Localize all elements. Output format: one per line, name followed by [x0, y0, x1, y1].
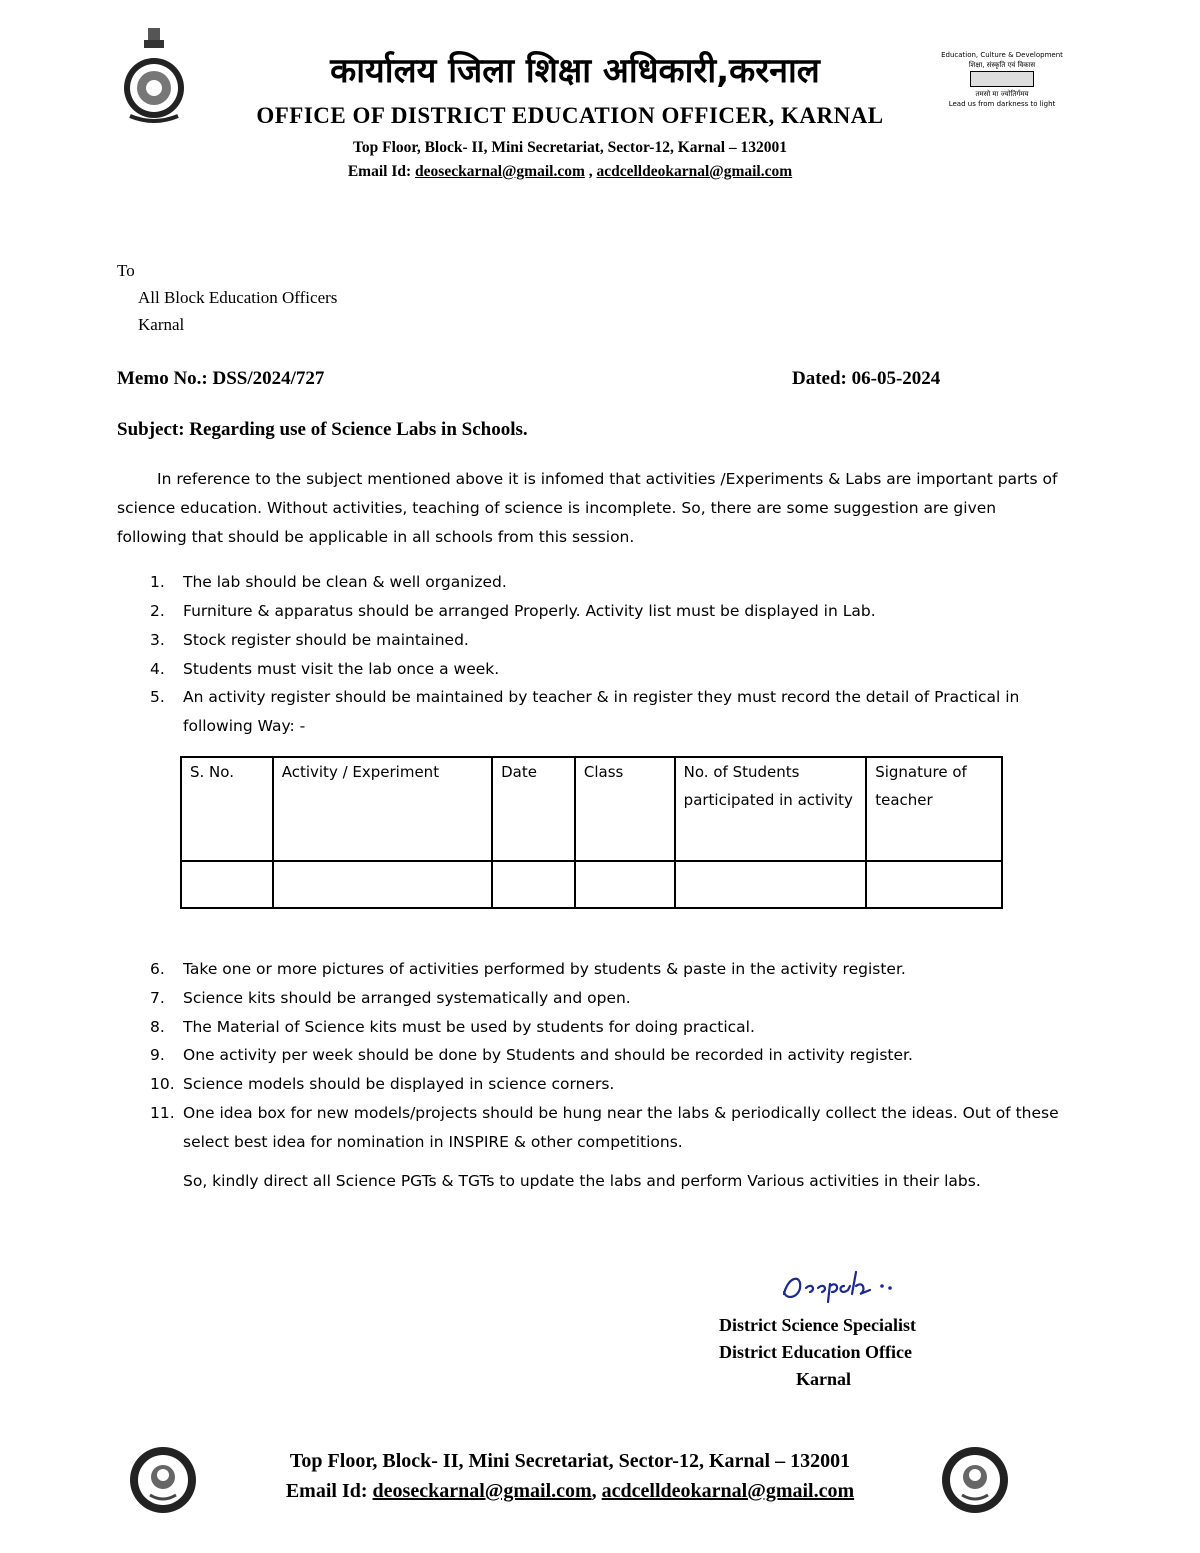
- footer-email-link-1[interactable]: deoseckarnal@gmail.com: [372, 1480, 592, 1502]
- subject-line: Subject: Regarding use of Science Labs in Schools.: [117, 419, 528, 440]
- table-header-cell: Class: [575, 757, 675, 861]
- side-logo-line-3: तमसो मा ज्योतिर्गमय: [975, 90, 1029, 98]
- table-header-cell: Signature of teacher: [866, 757, 1002, 861]
- list-item-text: An activity register should be maintained by teacher & in register they must record the detail of Practical in following Way: -: [183, 688, 1020, 735]
- list-item-text: Students must visit the lab once a week.: [183, 660, 500, 678]
- side-logo-line-1: Education, Culture & Development: [941, 51, 1063, 59]
- footer-email-line: [200, 1480, 940, 1503]
- list-item-number: 1.: [150, 573, 165, 591]
- header-email-line: [200, 163, 940, 181]
- list-item-number: 11.: [150, 1104, 175, 1122]
- list-item-text: The Material of Science kits must be used by students for doing practical.: [183, 1018, 755, 1036]
- footer-email-separator: ,: [591, 1480, 602, 1502]
- list-item-number: 5.: [150, 688, 165, 706]
- table-cell: [181, 861, 273, 908]
- beti-bachao-seal-icon: [128, 1445, 198, 1515]
- addressee-line-1: All Block Education Officers: [138, 288, 338, 307]
- header-email-label: Email Id:: [347, 163, 412, 180]
- header-email-link-1[interactable]: deoseckarnal@gmail.com: [415, 163, 585, 180]
- english-office-title: OFFICE OF DISTRICT EDUCATION OFFICER, KARNAL: [256, 103, 884, 128]
- memo-date: Dated: 06-05-2024: [792, 368, 941, 389]
- header-address: Top Floor, Block- II, Mini Secretariat, Sector-12, Karnal – 132001: [352, 139, 788, 156]
- signer-location: Karnal: [796, 1369, 852, 1389]
- side-logo-line-2: शिक्षा, संस्कृति एवं विकास: [968, 61, 1036, 69]
- hindi-office-title: कार्यालय जिला शिक्षा अधिकारी,करनाल: [330, 51, 820, 91]
- table-header-row: [181, 757, 1002, 861]
- list-item-number: 2.: [150, 602, 165, 620]
- list-item-text: One activity per week should be done by Students and should be recorded in activity register.: [183, 1046, 913, 1064]
- list-item-number: 6.: [150, 960, 165, 978]
- table-header-cell: Activity / Experiment: [273, 757, 492, 861]
- list-item-text: Take one or more pictures of activities performed by students & paste in the activity register.: [183, 960, 906, 978]
- activity-register-table: [180, 756, 1003, 909]
- table-cell: [273, 861, 492, 908]
- table-header-cell: S. No.: [181, 757, 273, 861]
- table-cell: [575, 861, 675, 908]
- table-cell: [866, 861, 1002, 908]
- closing-paragraph: So, kindly direct all Science PGTs & TGTs to update the labs and perform Various activities in their labs.: [183, 1172, 981, 1190]
- list-item-number: 4.: [150, 660, 165, 678]
- side-logo-emblem-icon: [970, 71, 1034, 87]
- list-item-number: 9.: [150, 1046, 165, 1064]
- handwritten-signature: [778, 1264, 900, 1306]
- footer-address: Top Floor, Block- II, Mini Secretariat, Sector-12, Karnal – 132001: [289, 1450, 851, 1472]
- list-item-number: 7.: [150, 989, 165, 1007]
- table-cell: [675, 861, 867, 908]
- header-email-link-2[interactable]: acdcelldeokarnal@gmail.com: [596, 163, 793, 180]
- signer-office: District Education Office: [719, 1342, 912, 1362]
- list-item-text: The lab should be clean & well organized.: [183, 573, 507, 591]
- signer-designation: District Science Specialist: [719, 1315, 916, 1335]
- header-email-separator: ,: [584, 163, 597, 180]
- list-item-text: Furniture & apparatus should be arranged Properly. Activity list must be displayed in Lab.: [183, 602, 876, 620]
- education-dept-logo: [936, 50, 1068, 109]
- footer-email-link-2[interactable]: acdcelldeokarnal@gmail.com: [601, 1480, 855, 1502]
- list-item-text: Science kits should be arranged systematically and open.: [183, 989, 631, 1007]
- list-item-text: Stock register should be maintained.: [183, 631, 469, 649]
- footer-email-label: Email Id:: [285, 1480, 373, 1502]
- list-item-number: 10.: [150, 1075, 175, 1093]
- table-row: [181, 861, 1002, 908]
- beti-bachao-seal-icon: [940, 1445, 1010, 1515]
- side-logo-line-4: Lead us from darkness to light: [948, 100, 1056, 108]
- haryana-emblem-icon: [122, 26, 186, 126]
- table-cell: [492, 861, 575, 908]
- addressee-to: To: [117, 261, 135, 280]
- memo-number: Memo No.: DSS/2024/727: [117, 368, 325, 389]
- list-item-number: 8.: [150, 1018, 165, 1036]
- table-header-cell: No. of Students participated in activity: [675, 757, 867, 861]
- list-item-text: Science models should be displayed in science corners.: [183, 1075, 615, 1093]
- addressee-line-2: Karnal: [138, 315, 185, 334]
- list-item-number: 3.: [150, 631, 165, 649]
- table-header-cell: Date: [492, 757, 575, 861]
- list-item-text: One idea box for new models/projects should be hung near the labs & periodically collect the ideas. Out of these select best idea for nomination in INSPIRE & other competitions.: [183, 1104, 1059, 1151]
- intro-paragraph: In reference to the subject mentioned above it is infomed that activities /Experiments & Labs are important parts of science education. Without activities, teaching of science is incomplete. So, there are some suggestion are given following that should be applicable in all schools from this session.: [117, 470, 1058, 546]
